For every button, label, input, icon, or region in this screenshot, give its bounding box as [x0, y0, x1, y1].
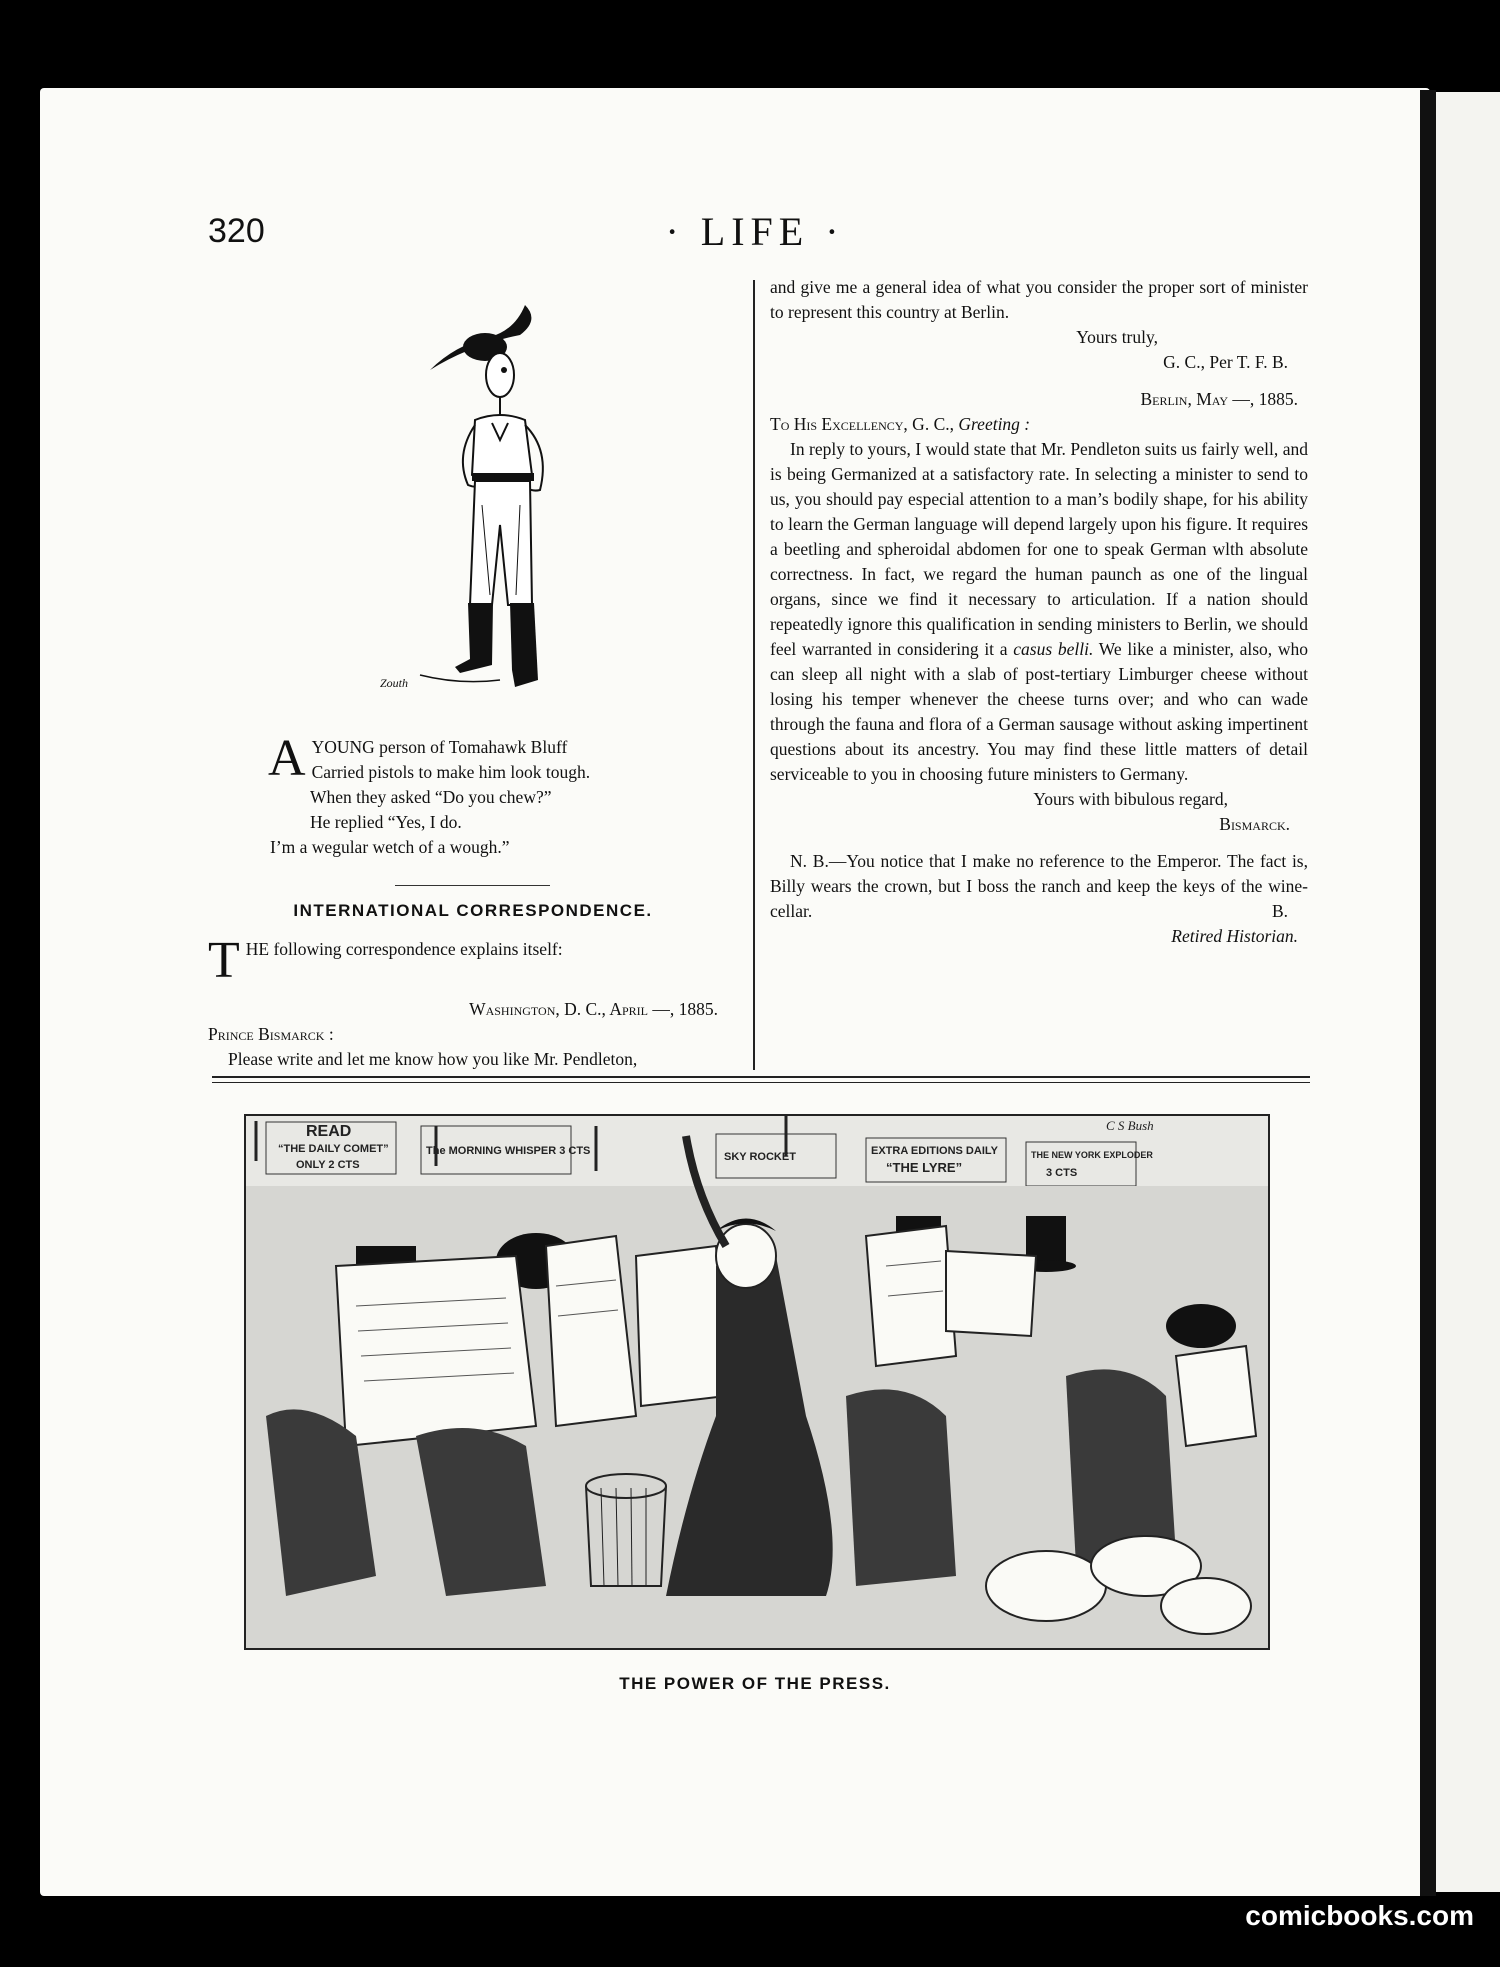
letter2-dateline: Berlin, May —, 1885.	[1140, 389, 1298, 409]
sign-price: ONLY 2 CTS	[296, 1159, 360, 1171]
letter2-body: In reply to yours, I would state that Mr. Pendleton suits us fairly well, and is being Germanized at a satisfactory rate. In selecting a minister to send to us, you should pay especial attention to a man’s bodily shape, for his ability to learn the German language will depend largely upon his figure. It requires a beetling and spheroidal abdomen for one to speak German wlth absolute correctness. In fact, we regard the human paunch as one of the lingual organs, since we find it necessary to articulation. If a nation should repeatedly ignore this qualification in sending ministers to Berlin, we should feel warranted in considering it a	[770, 439, 1308, 659]
sign-new-york-exploder: THE NEW YORK EXPLODER	[1031, 1150, 1153, 1160]
column-rule	[753, 280, 755, 1070]
watermark: comicbooks.com	[1245, 1900, 1474, 1931]
postscript-initial: B.	[1271, 901, 1288, 921]
letter1-signature: G. C., Per T. F. B.	[1163, 352, 1288, 372]
letter1-body-left: Please write and let me know how you like Mr. Pendleton,	[228, 1049, 638, 1069]
letter2-body-continued: We like a minister, also, who can sleep all night with a slab of post-tertiary Limburger cheese without losing his temper whenever the cheese turns over; and who can wade through the fauna and flora of a German sausage without asking impertinent questions about its ancestry. You may find these little matters of detail serviceable to you in choosing future ministers to Germany.	[770, 639, 1308, 784]
section-rule	[212, 1082, 1310, 1083]
illustration-artist-signature: C S Bush	[1106, 1118, 1154, 1133]
poem-dropcap: A	[268, 730, 306, 787]
page-gutter	[1420, 90, 1436, 1896]
crowd-drawing	[246, 1116, 1268, 1648]
section-rule	[212, 1076, 1310, 1078]
sign-sky-rocket: SKY ROCKET	[724, 1151, 796, 1163]
sign-price-3cts: 3 CTS	[1046, 1167, 1078, 1179]
poem-line: He replied “Yes, I do.	[310, 812, 462, 832]
postscript: N. B.—You notice that I make no reference to the Emperor. The fact is, Billy wears the crown, but I boss the ranch and keep the keys of the wine-cellar.	[770, 851, 1308, 921]
cowboy-artist-signature: Zouth	[380, 676, 409, 690]
poem-line: YOUNG person of Tomahawk Bluff	[311, 737, 568, 757]
masthead-title: · LIFE ·	[665, 209, 845, 254]
letter1-salutation: Prince Bismarck :	[208, 1024, 334, 1044]
attribution: Retired Historian.	[1171, 926, 1298, 946]
letter2-body-italic: casus belli.	[1013, 639, 1094, 659]
letter1-dateline: Washington, D. C., April —, 1885.	[469, 999, 718, 1019]
illustration-caption: THE POWER OF THE PRESS.	[619, 1674, 891, 1693]
article-heading: INTERNATIONAL CORRESPONDENCE.	[293, 901, 653, 920]
page-number: 320	[208, 212, 265, 250]
letter1-body-right: and give me a general idea of what you consider the proper sort of minister to represent this country at Berlin.	[770, 277, 1308, 322]
letter2-closing: Yours with bibulous regard,	[1033, 789, 1228, 809]
cowboy-illustration	[400, 275, 590, 705]
facing-page-edge	[1436, 92, 1500, 1892]
sign-read: READ	[306, 1123, 352, 1140]
letter1-closing: Yours truly,	[1076, 327, 1158, 347]
article-right	[770, 275, 1308, 949]
sign-daily-comet: “THE DAILY COMET”	[278, 1143, 389, 1155]
article-left	[208, 898, 738, 1072]
poem-line: When they asked “Do you chew?”	[310, 787, 552, 807]
intro-text: HE following correspondence explains itself:	[245, 939, 563, 959]
letter2-signature: Bismarck.	[1219, 814, 1290, 834]
letter2-greeting: Greeting :	[958, 414, 1031, 434]
sign-morning-whisper: The MORNING WHISPER 3 CTS	[426, 1145, 591, 1157]
divider	[395, 885, 550, 886]
intro-dropcap: T	[208, 937, 240, 983]
sign-lyre: “THE LYRE”	[886, 1160, 963, 1175]
poem-line: Carried pistols to make him look tough.	[311, 762, 591, 782]
poem-line: I’m a wegular wetch of a wough.”	[270, 837, 510, 857]
letter2-salutation: To His Excellency, G. C.,	[770, 414, 959, 434]
sign-extra-editions: EXTRA EDITIONS DAILY	[871, 1145, 998, 1157]
limerick	[208, 730, 738, 860]
press-illustration	[244, 1114, 1270, 1650]
